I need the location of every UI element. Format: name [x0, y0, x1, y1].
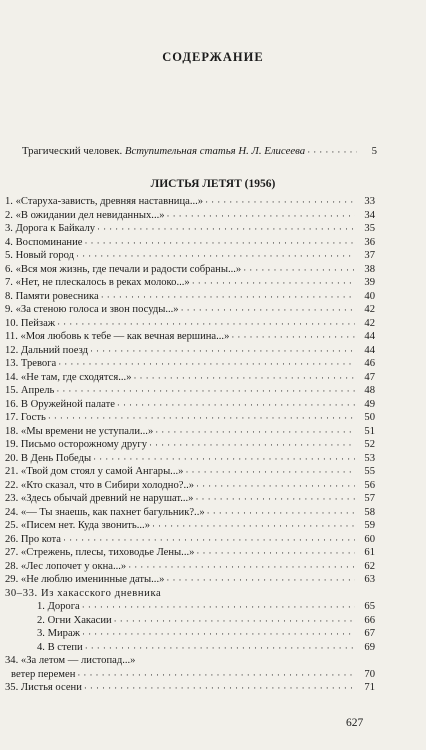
dot-leader — [149, 440, 355, 451]
toc-entry — [5, 466, 375, 480]
toc-entry-title: 4. В степи — [37, 641, 83, 653]
toc-entry — [5, 385, 375, 399]
toc-entry-page: 46 — [364, 358, 375, 369]
toc-entry — [5, 601, 375, 615]
toc-entry — [5, 426, 375, 440]
toc-entry-title: 22. «Кто сказал, что в Сибири холодно?..» — [5, 479, 195, 491]
toc-entry-page: 59 — [364, 520, 375, 531]
toc-entry-page: 62 — [364, 560, 375, 572]
dot-leader — [185, 467, 355, 478]
toc-entry-page: 60 — [364, 533, 375, 545]
dot-leader — [167, 211, 355, 222]
toc-entry-page: 33 — [364, 196, 375, 207]
toc-entry-title: 6. «Вся моя жизнь, где печали и радости собраны...» — [5, 263, 242, 275]
toc-entry — [5, 372, 375, 386]
toc-entry — [5, 399, 375, 413]
dot-leader — [48, 413, 355, 424]
toc-entry — [5, 655, 375, 669]
toc-entry — [5, 331, 375, 345]
dot-leader — [207, 508, 355, 519]
toc-entry-page: 42 — [364, 304, 375, 315]
toc-list — [5, 196, 375, 696]
toc-entry — [5, 507, 375, 521]
toc-entry-title: 7. «Нет, не плескалось в реках молоко...» — [5, 277, 190, 288]
toc-entry-page: 42 — [364, 317, 375, 329]
page-title: СОДЕРЖАНИЕ — [162, 50, 264, 64]
toc-entry — [5, 291, 375, 305]
toc-entry — [5, 480, 375, 494]
toc-entry — [5, 534, 375, 548]
toc-entry-title: 3. Дорога к Байкалу — [5, 223, 96, 234]
toc-entry-title: 11. «Моя любовь к тебе — как вечная вершина...» — [5, 331, 230, 342]
toc-entry-page: 56 — [364, 479, 375, 491]
toc-entry-page: 52 — [364, 439, 375, 450]
toc-entry — [5, 210, 375, 224]
toc-entry-page: 53 — [364, 452, 375, 464]
toc-entry-title: 30–33. Из хакасского дневника — [5, 587, 162, 599]
toc-entry-page: 47 — [364, 371, 375, 383]
toc-entry-title: 34. «За летом — листопад...» — [5, 655, 136, 666]
section-heading: ЛИСТЬЯ ЛЕТЯТ (1956) — [150, 178, 276, 190]
toc-entry-title: 1. Дорога — [37, 601, 80, 612]
dot-leader — [76, 251, 355, 262]
toc-entry-page: 50 — [364, 412, 375, 423]
toc-entry-page: 44 — [364, 331, 375, 342]
toc-entry — [5, 412, 375, 426]
toc-entry-title: 16. В Оружейной палате — [5, 398, 115, 410]
toc-entry-title: 21. «Твой дом стоял у самой Ангары...» — [5, 466, 184, 477]
dot-leader — [85, 643, 355, 654]
dot-leader — [58, 359, 355, 370]
dot-leader — [196, 548, 355, 559]
toc-entry-title: 9. «За стеною голоса и звон посуды...» — [5, 304, 179, 315]
toc-entry-page: 35 — [364, 223, 375, 234]
dot-leader — [307, 146, 357, 157]
toc-entry-title: 24. «— Ты знаешь, как пахнет багульник?..» — [5, 506, 205, 518]
toc-entry — [5, 669, 375, 683]
toc-entry-page: 51 — [364, 425, 375, 437]
dot-leader — [192, 278, 355, 289]
toc-entry — [5, 628, 375, 642]
toc-entry-title: 28. «Лес лопочет у окна...» — [5, 560, 127, 572]
dot-leader — [82, 629, 355, 640]
dot-leader — [97, 224, 355, 235]
toc-entry-page: 70 — [364, 668, 375, 680]
toc-entry-page: 61 — [364, 547, 375, 558]
toc-entry — [5, 196, 375, 210]
dot-leader — [205, 197, 355, 208]
intro-page: 5 — [371, 145, 377, 157]
toc-entry — [5, 304, 375, 318]
toc-entry-title: 2. Огни Хакасии — [37, 614, 112, 626]
toc-entry-page: 37 — [364, 250, 375, 261]
dot-leader — [57, 319, 355, 330]
toc-entry-page: 39 — [364, 277, 375, 288]
toc-entry — [5, 493, 375, 507]
toc-entry-page: 36 — [364, 236, 375, 248]
toc-entry-title: 1. «Старуха-зависть, древняя наставница...» — [5, 196, 204, 207]
dot-leader — [93, 454, 355, 465]
dot-leader — [63, 535, 355, 546]
dot-leader — [101, 292, 355, 303]
toc-entry — [5, 615, 375, 629]
intro-subtitle: Вступительная статья Н. Л. Елисеева — [124, 145, 306, 157]
dot-leader — [134, 373, 356, 384]
dot-leader — [84, 683, 355, 694]
dot-leader — [56, 386, 355, 397]
toc-entry-title: ветер перемен — [11, 668, 76, 680]
toc-entry — [5, 439, 375, 453]
toc-entry — [5, 682, 375, 696]
toc-entry-page: 40 — [364, 290, 375, 302]
toc-entry-page: 49 — [364, 398, 375, 410]
dot-leader — [181, 305, 355, 316]
toc-entry-title: 23. «Здесь обычай древний не нарушат...» — [5, 493, 194, 504]
toc-entry-title: 20. В День Победы — [5, 452, 92, 464]
toc-entry-page: 44 — [364, 344, 375, 356]
dot-leader — [117, 400, 355, 411]
toc-entry-page: 67 — [364, 628, 375, 639]
toc-entry-title: 19. Письмо осторожному другу — [5, 439, 147, 450]
intro-title: Трагический человек. — [22, 145, 123, 157]
dot-leader — [231, 332, 355, 343]
toc-entry-title: 18. «Мы времени не уступали...» — [5, 425, 154, 437]
toc-entry-title: 15. Апрель — [5, 385, 55, 396]
dot-leader — [166, 575, 355, 586]
toc-entry — [5, 642, 375, 656]
toc-entry — [5, 237, 375, 251]
toc-entry — [5, 453, 375, 467]
toc-entry-page: 69 — [364, 641, 375, 653]
toc-entry-page: 71 — [364, 682, 375, 693]
toc-entry-page: 34 — [364, 209, 375, 221]
dot-leader — [90, 346, 355, 357]
toc-entry-page: 58 — [364, 506, 375, 518]
toc-entry — [5, 547, 375, 561]
toc-entry — [5, 250, 375, 264]
toc-entry-title: 29. «Не люблю именинные даты...» — [5, 574, 165, 585]
toc-entry-title: 2. «В ожидании дел невиданных...» — [5, 209, 165, 221]
toc-entry-page: 55 — [364, 466, 375, 477]
toc-entry-page: 57 — [364, 493, 375, 504]
intro-entry — [22, 145, 377, 159]
toc-entry-title: 8. Памяти ровесника — [5, 290, 99, 302]
dot-leader — [77, 670, 355, 681]
toc-entry-title: 12. Дальний поезд — [5, 344, 88, 356]
toc-entry-title: 10. Пейзаж — [5, 317, 56, 329]
toc-entry-page: 38 — [364, 263, 375, 275]
dot-leader — [128, 562, 355, 573]
toc-entry-title: 13. Тревога — [5, 358, 57, 369]
toc-entry-title: 14. «Не там, где сходятся...» — [5, 371, 132, 383]
toc-entry-page: 66 — [364, 614, 375, 626]
dot-leader — [196, 481, 355, 492]
toc-entry — [5, 588, 375, 602]
dot-leader — [243, 265, 355, 276]
toc-entry — [5, 318, 375, 332]
toc-entry-title: 4. Воспоминание — [5, 236, 83, 248]
toc-entry-title: 17. Гость — [5, 412, 46, 423]
toc-entry — [5, 520, 375, 534]
dot-leader — [84, 238, 355, 249]
toc-entry — [5, 561, 375, 575]
dot-leader — [152, 521, 355, 532]
toc-entry-title: 25. «Писем нет. Куда звонить...» — [5, 520, 150, 531]
toc-entry — [5, 264, 375, 278]
toc-entry-title: 5. Новый город — [5, 250, 75, 261]
dot-leader — [82, 602, 355, 613]
toc-entry — [5, 574, 375, 588]
toc-entry — [5, 345, 375, 359]
toc-entry — [5, 277, 375, 291]
toc-entry-page: 48 — [364, 385, 375, 396]
dot-leader — [155, 427, 355, 438]
toc-entry-title: 27. «Стрежень, плесы, тиховодье Лены...» — [5, 547, 195, 558]
toc-entry-page: 63 — [364, 574, 375, 585]
page-number: 627 — [346, 717, 364, 729]
dot-leader — [195, 494, 355, 505]
toc-entry — [5, 223, 375, 237]
toc-entry — [5, 358, 375, 372]
toc-entry-title: 3. Мираж — [37, 628, 81, 639]
dot-leader — [114, 616, 355, 627]
toc-entry-page: 65 — [364, 601, 375, 612]
toc-entry-title: 26. Про кота — [5, 533, 62, 545]
toc-entry-title: 35. Листья осени — [5, 682, 82, 693]
